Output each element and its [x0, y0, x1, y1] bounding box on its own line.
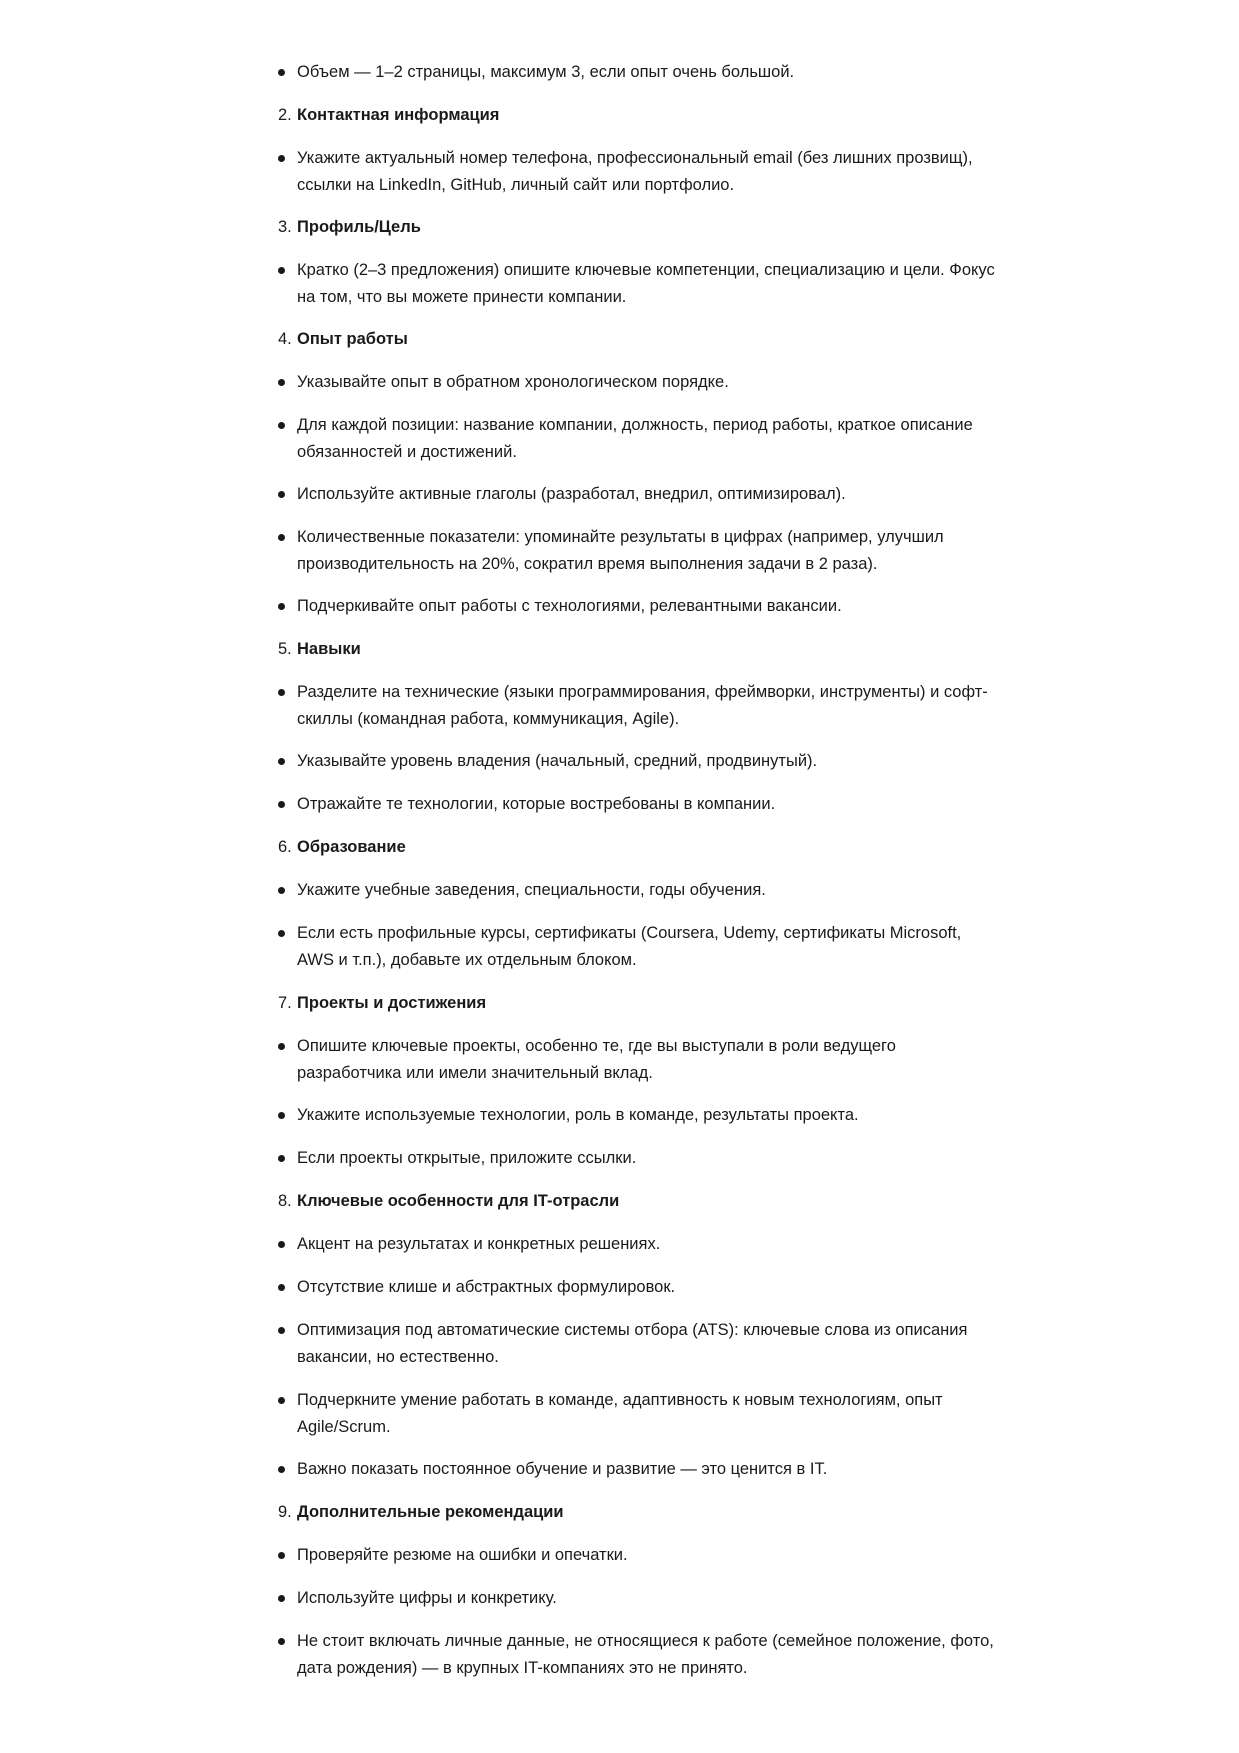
bullet-text: Указывайте уровень владения (начальный, средний, продвинутый). — [297, 752, 818, 770]
bullet-dot — [278, 689, 285, 696]
bullet-text: Подчеркивайте опыт работы с технологиями, релевантными вакансии. — [297, 597, 842, 615]
section-title: Контактная информация — [297, 106, 500, 124]
bullet-text: Укажите используемые технологии, роль в команде, результаты проекта. — [297, 1106, 859, 1124]
bullet-text: Используйте активные глаголы (разработал, внедрил, оптимизировал). — [297, 485, 846, 503]
section-number: 7. — [278, 994, 292, 1012]
bullet-text: Объем — 1–2 страницы, максимум 3, если опыт очень большой. — [297, 63, 795, 81]
bullet-dot — [278, 801, 285, 808]
bullet-text: Укажите учебные заведения, специальности, годы обучения. — [297, 881, 766, 899]
bullet-dot — [278, 1112, 285, 1119]
bullet-dot — [278, 534, 285, 541]
bullet-dot — [278, 155, 285, 162]
bullet-text: Если есть профильные курсы, сертификаты (Coursera, Udemy, сертификаты Microsoft, AWS и т.п.), добавьте их отдельным блоком. — [297, 924, 962, 969]
section-title: Образование — [297, 838, 406, 856]
bullet-text: Проверяйте резюме на ошибки и опечатки. — [297, 1546, 628, 1564]
bullet-text: Используйте цифры и конкретику. — [297, 1589, 557, 1607]
section-number: 3. — [278, 218, 292, 236]
section-number: 8. — [278, 1192, 292, 1210]
bullet-text: Подчеркните умение работать в команде, адаптивность к новым технологиям, опыт Agile/Scrum. — [297, 1391, 943, 1436]
bullet-text: Оптимизация под автоматические системы отбора (ATS): ключевые слова из описания вакансии, но естественно. — [297, 1321, 968, 1366]
bullet-dot — [278, 1241, 285, 1248]
section-number: 4. — [278, 330, 292, 348]
bullet-text: Укажите актуальный номер телефона, профессиональный email (без лишних прозвищ), ссылки на LinkedIn, GitHub, личный сайт или портфолио. — [297, 149, 973, 194]
bullet-dot — [278, 1638, 285, 1645]
bullet-dot — [278, 1466, 285, 1473]
section-title: Проекты и достижения — [297, 994, 487, 1012]
section-title: Опыт работы — [297, 330, 408, 348]
section-title: Навыки — [297, 640, 361, 658]
bullet-text: Отражайте те технологии, которые востребованы в компании. — [297, 795, 776, 813]
bullet-dot — [278, 1155, 285, 1162]
bullet-dot — [278, 1552, 285, 1559]
bullet-text: Если проекты открытые, приложите ссылки. — [297, 1149, 637, 1167]
section-title: Профиль/Цель — [297, 218, 421, 236]
bullet-dot — [278, 930, 285, 937]
bullet-dot — [278, 69, 285, 76]
bullet-text: Не стоит включать личные данные, не относящиеся к работе (семейное положение, фото, дата рождения) — в крупных IT-компаниях это не принято. — [297, 1632, 994, 1677]
bullet-dot — [278, 1595, 285, 1602]
bullet-dot — [278, 603, 285, 610]
bullet-text: Акцент на результатах и конкретных решениях. — [297, 1235, 661, 1253]
bullet-dot — [278, 422, 285, 429]
bullet-dot — [278, 491, 285, 498]
section-title: Ключевые особенности для IT-отрасли — [297, 1192, 620, 1210]
bullet-dot — [278, 887, 285, 894]
bullet-dot — [278, 1397, 285, 1404]
section-title: Дополнительные рекомендации — [297, 1503, 564, 1521]
section-number: 9. — [278, 1503, 292, 1521]
bullet-text: Указывайте опыт в обратном хронологическом порядке. — [297, 373, 729, 391]
bullet-text: Важно показать постоянное обучение и развитие — это ценится в IT. — [297, 1460, 828, 1478]
bullet-dot — [278, 758, 285, 765]
bullet-dot — [278, 267, 285, 274]
bullet-dot — [278, 1327, 285, 1334]
bullet-text: Кратко (2–3 предложения) опишите ключевые компетенции, специализацию и цели. Фокус на том, что вы можете принести компании. — [297, 261, 995, 306]
bullet-text: Отсутствие клише и абстрактных формулировок. — [297, 1278, 676, 1296]
section-number: 5. — [278, 640, 292, 658]
bullet-dot — [278, 1284, 285, 1291]
bullet-text: Количественные показатели: упоминайте результаты в цифрах (например, улучшил производительность на 20%, сократил время выполнения задачи в 2 раза). — [297, 528, 944, 573]
section-number: 6. — [278, 838, 292, 856]
section-number: 2. — [278, 106, 292, 124]
bullet-text: Разделите на технические (языки программирования, фреймворки, инструменты) и софт-скиллы (командная работа, коммуникация, Agile). — [297, 683, 988, 728]
bullet-dot — [278, 1043, 285, 1050]
bullet-dot — [278, 379, 285, 386]
bullet-text: Опишите ключевые проекты, особенно те, где вы выступали в роли ведущего разработчика или имели значительный вклад. — [297, 1037, 896, 1082]
bullet-text: Для каждой позиции: название компании, должность, период работы, краткое описание обязанностей и достижений. — [297, 416, 973, 461]
